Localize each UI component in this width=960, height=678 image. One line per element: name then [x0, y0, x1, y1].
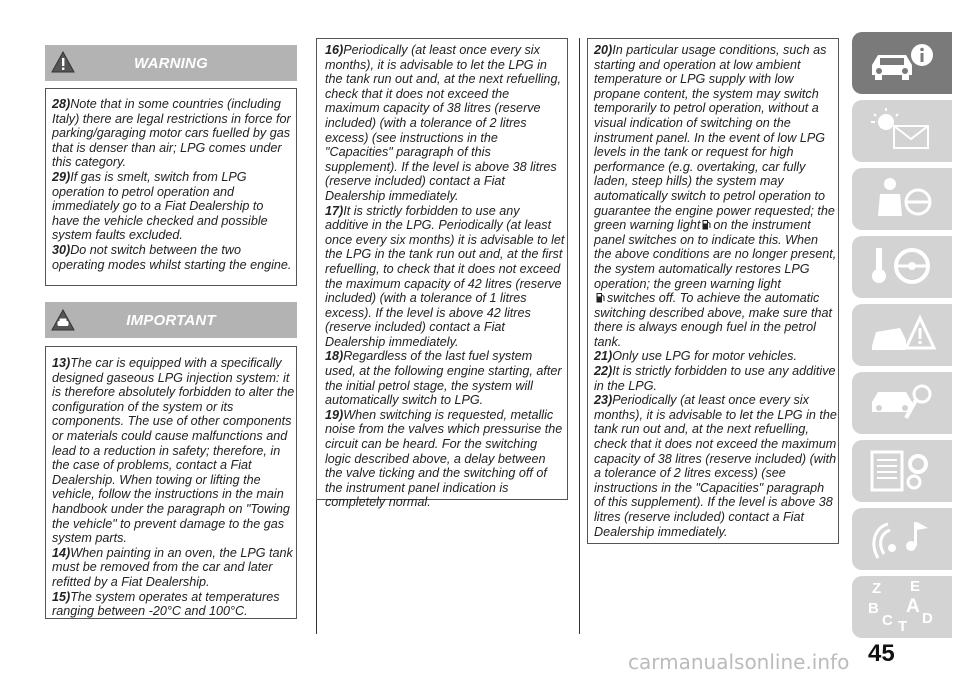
important-header	[45, 302, 297, 338]
tab-technical-data[interactable]	[852, 440, 960, 502]
important-item: 15)The system operates at temperatures ranging between -20°C and 100°C.	[52, 589, 280, 619]
index-letter: Z	[872, 580, 882, 597]
note-item: 23)Periodically (at least once every six months), it is advisable to let the LPG in the tank run out and, at the next refuelling, check that it does not exceed the maximum capacity of 38 litres (reserve included) (with a tolerance of 2 litres excess) (see instructions in the "Capacities" paragraph of this supplement). If the level is above 38 litres (reserve included) contact a Fiat Dealership immediately.	[594, 393, 837, 539]
column-divider	[579, 38, 580, 634]
middle-text	[325, 43, 565, 510]
important-item: 14)When painting in an oven, the LPG tank must be removed from the car and later refitted by a Fiat Dealership.	[52, 545, 293, 589]
tab-multimedia[interactable]	[852, 508, 960, 570]
maintenance-icon	[866, 378, 936, 428]
tab-warning-lights[interactable]	[852, 100, 960, 162]
note-item: 21)Only use LPG for motor vehicles.	[594, 349, 797, 364]
note-item: 16)Periodically (at least once every six months), it is advisable to let the LPG in the tank run out and, at the next refuelling, check that it does not exceed the maximum capacity of 38 litres (reserve included) (with a tolerance of 2 litres excess) (see instructions in the "Capacities" paragraph of this supplement). If the level is above 38 litres (reserve included) contact a Fiat Dealership immediately.	[325, 43, 561, 203]
warning-lights-icon	[866, 106, 936, 156]
index-letter: A	[906, 596, 920, 617]
fuel-pump-icon	[702, 219, 711, 230]
tab-safety[interactable]	[852, 168, 960, 230]
starting-driving-icon	[866, 242, 936, 292]
tab-car-info[interactable]	[852, 32, 960, 94]
fuel-pump-icon	[596, 292, 605, 303]
index-letter: B	[868, 600, 879, 617]
emergency-icon	[866, 310, 936, 360]
warning-text	[52, 97, 294, 272]
warning-item: 29)If gas is smelt, switch from LPG operation to petrol operation and immediately go to a Fiat Dealership to have the vehicle checked and possible system faults excluded.	[52, 169, 268, 243]
car-info-icon	[866, 41, 936, 85]
note-item: 17)It is strictly forbidden to use any additive in the LPG. Periodically (at least once every six months) it is advisable to let the LPG in the tank run out and, at the first refuelling, to check that it does not exceed the maximum capacity of 42 litres (reserve included) (with a tolerance of 1 litres excess). If the level is above 42 litres (reserve included) contact a Fiat Dealership immediately.	[325, 203, 565, 349]
warning-header	[45, 45, 297, 81]
important-item: 13)The car is equipped with a specifically designed gaseous LPG injection system: it is therefore absolutely forbidden to alter the configuration of the system or its components. The use of other components or materials could cause malfunctions and lead to a reduction in safety; therefore, in the case of problems, contact a Fiat Dealership. When towing or lifting the vehicle, follow the instructions in the main handbook under the paragraph on "Towing the vehicle" to prevent damage to the gas system parts.	[52, 356, 295, 546]
warning-title: WARNING	[134, 55, 208, 72]
tab-starting-driving[interactable]	[852, 236, 960, 298]
tab-maintenance[interactable]	[852, 372, 960, 434]
index-letter: T	[898, 618, 908, 635]
tab-index[interactable]	[852, 576, 960, 638]
right-text	[594, 43, 837, 539]
index-letters	[866, 578, 946, 636]
page-number: 45	[868, 640, 895, 667]
index-letter: C	[882, 612, 893, 629]
warning-item: 30)Do not switch between the two operating modes whilst starting the engine.	[52, 242, 292, 272]
note-item: 22)It is strictly forbidden to use any additive in the LPG.	[594, 364, 836, 393]
index-letter: E	[910, 578, 921, 595]
technical-data-icon	[866, 446, 936, 496]
note-item: 20)In particular usage conditions, such as starting and operation at low ambient temperature or LPG supply with low propane content, the system may switch temporarily to petrol operation, without a visual indication of switching on the instrument panel. In the event of low LPG levels in the tank or request for high performance (e.g. overtaking, car fully laden, steep hills) the system may automatically switch to petrol operation to guarantee the engine power requested; the green warning light on the instrument panel switches on to indicate this. When the above conditions are no longer present, the system automatically restores LPG operation; the green warning light switches off. To achieve the automatic switching described above, make sure that there is always enough fuel in the petrol tank.	[594, 43, 837, 349]
safety-icon	[866, 174, 936, 224]
multimedia-icon	[866, 514, 936, 564]
warning-item: 28)Note that in some countries (including Italy) there are legal restrictions in force for parking/garaging motor cars fuelled by gas that is denser than air; LPG comes under this category.	[52, 97, 291, 170]
note-item: 18)Regardless of the last fuel system used, at the following engine starting, after the initial petrol stage, the system will automatically switch to LPG.	[325, 349, 562, 408]
important-title: IMPORTANT	[126, 312, 216, 329]
important-text	[52, 356, 296, 619]
index-letter: D	[922, 610, 933, 627]
watermark: carmanualsonline.info	[628, 650, 850, 674]
note-item: 19)When switching is requested, metallic noise from the valves which pressurise the circuit can be heard. For the switching logic described above, a delay between the valve ticking and the switching off of the instrument panel indication is completely normal.	[325, 407, 563, 510]
tab-emergency[interactable]	[852, 304, 960, 366]
